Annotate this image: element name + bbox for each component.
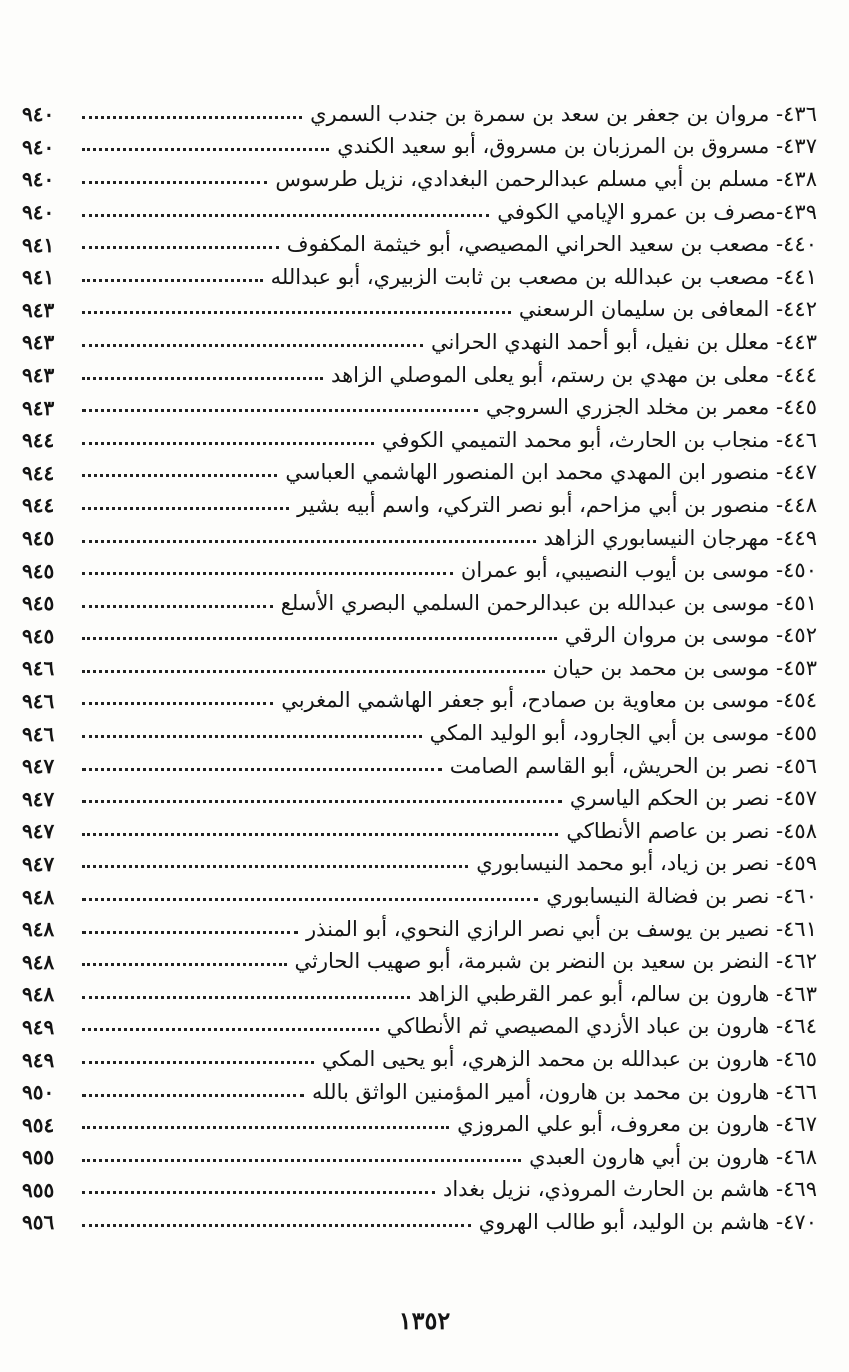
entry-page-number: ٩٥٥ xyxy=(22,1145,55,1170)
toc-entry xyxy=(22,489,817,522)
entry-page-number: ٩٤٣ xyxy=(22,363,55,388)
toc-entry xyxy=(22,131,817,164)
dot-leader xyxy=(82,540,536,543)
entry-title: ٤٦٤- هارون بن عباد الأزدي المصيصي ثم الأنطاكي xyxy=(386,1014,817,1039)
toc-entry xyxy=(22,1011,817,1044)
entry-title: ٤٦٦- هارون بن محمد بن هارون، أمير المؤمنين الواثق بالله xyxy=(311,1079,817,1104)
entry-title: ٤٥١- موسى بن عبدالله بن عبدالرحمن السلمي البصري الأسلع xyxy=(280,590,817,615)
entry-title: ٤٦٠- نصر بن فضالة النيسابوري xyxy=(546,884,817,909)
entry-title: ٤٤٧- منصور ابن المهدي محمد ابن المنصور الهاشمي العباسي xyxy=(285,460,817,485)
toc-entry xyxy=(22,587,817,620)
toc-entry xyxy=(22,685,817,718)
entry-page-number: ٩٤٧ xyxy=(22,754,55,779)
toc-entry xyxy=(22,848,817,881)
toc-entry xyxy=(22,1076,817,1109)
entry-title: ٤٤٩- مهرجان النيسابوري الزاهد xyxy=(543,525,817,550)
dot-leader xyxy=(82,963,287,966)
entry-page-number: ٩٤١ xyxy=(22,232,55,257)
dot-leader xyxy=(82,735,422,738)
entry-page-number: ٩٤٩ xyxy=(22,1014,55,1039)
entry-title: ٤٦٣- هارون بن سالم، أبو عمر القرطبي الزاهد xyxy=(417,981,817,1006)
dot-leader xyxy=(82,377,323,380)
dot-leader xyxy=(82,833,558,836)
entry-title: ٤٦٨- هارون بن أبي هارون العبدي xyxy=(529,1144,817,1169)
toc-entry xyxy=(22,163,817,196)
dot-leader xyxy=(82,931,298,934)
entry-page-number: ٩٤٨ xyxy=(22,982,55,1007)
entry-page-number: ٩٤٥ xyxy=(22,591,55,616)
entry-title: ٤٤٢- المعافى بن سليمان الرسعني xyxy=(518,297,817,322)
entry-page-number: ٩٤٤ xyxy=(22,493,55,518)
dot-leader xyxy=(82,442,374,445)
dot-leader xyxy=(82,865,468,868)
toc-entry xyxy=(22,880,817,913)
entry-title: ٤٣٨- مسلم بن أبي مسلم عبدالرحمن البغدادي، نزيل طرسوس xyxy=(275,166,817,191)
entry-page-number: ٩٤٩ xyxy=(22,1047,55,1072)
dot-leader xyxy=(82,507,289,510)
entry-page-number: ٩٥٦ xyxy=(22,1210,55,1235)
toc-entry xyxy=(22,620,817,653)
toc-entry xyxy=(22,457,817,490)
entry-title: ٤٤٨- منصور بن أبي مزاحم، أبو نصر التركي، واسم أبيه بشير xyxy=(297,492,817,517)
dot-leader xyxy=(82,670,545,673)
entry-page-number: ٩٤٠ xyxy=(22,134,55,159)
toc-entry xyxy=(22,1043,817,1076)
entry-page-number: ٩٤٧ xyxy=(22,851,55,876)
entry-title: ٤٤٠- مصعب بن سعيد الحراني المصيصي، أبو خيثمة المكفوف xyxy=(286,232,817,257)
toc-entry xyxy=(22,326,817,359)
toc-entry xyxy=(22,750,817,783)
dot-leader xyxy=(82,1094,304,1097)
toc-entry xyxy=(22,261,817,294)
entry-page-number: ٩٤١ xyxy=(22,265,55,290)
toc-entry xyxy=(22,945,817,978)
toc-entry xyxy=(22,1108,817,1141)
dot-leader xyxy=(82,1159,521,1162)
entry-page-number: ٩٤٠ xyxy=(22,200,55,225)
entry-page-number: ٩٤٣ xyxy=(22,297,55,322)
entry-page-number: ٩٤٦ xyxy=(22,656,55,681)
dot-leader xyxy=(82,1126,449,1129)
dot-leader xyxy=(82,768,442,771)
entry-title: ٤٤٦- منجاب بن الحارث، أبو محمد التميمي الكوفي xyxy=(381,427,817,452)
entry-title: ٤٥٦- نصر بن الحريش، أبو القاسم الصامت xyxy=(449,753,817,778)
toc-entry xyxy=(22,522,817,555)
toc-entry xyxy=(22,98,817,131)
toc-entry xyxy=(22,391,817,424)
entry-page-number: ٩٤٣ xyxy=(22,330,55,355)
entry-page-number: ٩٤٥ xyxy=(22,526,55,551)
toc-entry xyxy=(22,913,817,946)
entry-page-number: ٩٤٦ xyxy=(22,688,55,713)
entry-title: ٤٦٩- هاشم بن الحارث المروذي، نزيل بغداد xyxy=(443,1177,817,1202)
dot-leader xyxy=(82,344,423,347)
entry-title: ٤٤٤- معلى بن مهدي بن رستم، أبو يعلى الموصلي الزاهد xyxy=(331,362,817,387)
entry-title: ٤٥٨- نصر بن عاصم الأنطاكي xyxy=(566,818,817,843)
toc-entry xyxy=(22,554,817,587)
entry-page-number: ٩٤٤ xyxy=(22,460,55,485)
dot-leader xyxy=(82,702,273,705)
toc-entry xyxy=(22,228,817,261)
dot-leader xyxy=(82,637,557,640)
entry-title: ٤٦١- نصير بن يوسف بن أبي نصر الرازي النحوي، أبو المنذر xyxy=(305,916,817,941)
dot-leader xyxy=(82,474,277,477)
entry-page-number: ٩٤٥ xyxy=(22,623,55,648)
entry-title: ٤٥٩- نصر بن زياد، أبو محمد النيسابوري xyxy=(476,851,817,876)
entry-title: ٤٣٦- مروان بن جعفر بن سعد بن سمرة بن جندب السمري xyxy=(310,101,817,126)
toc-entry xyxy=(22,978,817,1011)
entry-title: ٤٦٥- هارون بن عبدالله بن محمد الزهري، أبو يحيى المكي xyxy=(321,1047,817,1072)
toc-entry xyxy=(22,1174,817,1207)
entry-page-number: ٩٤٨ xyxy=(22,884,55,909)
entry-page-number: ٩٤٥ xyxy=(22,558,55,583)
toc-entry xyxy=(22,294,817,327)
entry-title: ٤٣٧- مسروق بن المرزبان بن مسروق، أبو سعيد الكندي xyxy=(337,134,817,159)
entry-title: ٤٤٥- معمر بن مخلد الجزري السروجي xyxy=(485,395,817,420)
toc-entry xyxy=(22,196,817,229)
entry-title: ٤٣٩-مصرف بن عمرو الإيامي الكوفي xyxy=(497,199,817,224)
toc-entry xyxy=(22,424,817,457)
entry-page-number: ٩٤٦ xyxy=(22,721,55,746)
entry-page-number: ٩٤٧ xyxy=(22,786,55,811)
dot-leader xyxy=(82,409,478,412)
dot-leader xyxy=(82,246,279,249)
entry-page-number: ٩٤٤ xyxy=(22,428,55,453)
dot-leader xyxy=(82,898,538,901)
entry-title: ٤٥٥- موسى بن أبي الجارود، أبو الوليد المكي xyxy=(429,721,817,746)
dot-leader xyxy=(82,181,267,184)
page-number: ١٣٥٢ xyxy=(398,1306,451,1335)
dot-leader xyxy=(82,148,329,151)
entry-title: ٤٦٢- النضر بن سعيد بن النضر بن شبرمة، أبو صهيب الحارثي xyxy=(294,949,817,974)
entry-title: ٤٥٣- موسى بن محمد بن حيان xyxy=(552,655,817,680)
dot-leader xyxy=(82,605,273,608)
dot-leader xyxy=(82,279,263,282)
entry-page-number: ٩٤٨ xyxy=(22,917,55,942)
entry-title: ٤٥٤- موسى بن معاوية بن صمادح، أبو جعفر الهاشمي المغربي xyxy=(281,688,817,713)
toc-entry xyxy=(22,1141,817,1174)
entry-page-number: ٩٤٠ xyxy=(22,102,55,127)
entry-page-number: ٩٥٥ xyxy=(22,1177,55,1202)
toc-entry xyxy=(22,782,817,815)
entry-page-number: ٩٤٨ xyxy=(22,949,55,974)
toc-entry xyxy=(22,652,817,685)
dot-leader xyxy=(82,572,453,575)
dot-leader xyxy=(82,996,410,999)
dot-leader xyxy=(82,214,489,217)
entry-page-number: ٩٥٠ xyxy=(22,1080,55,1105)
dot-leader xyxy=(82,800,562,803)
toc-entry xyxy=(22,1206,817,1239)
entry-title: ٤٤١- مصعب بن عبدالله بن مصعب بن ثابت الزبيري، أبو عبدالله xyxy=(270,264,817,289)
dot-leader xyxy=(82,116,302,119)
entry-page-number: ٩٤٠ xyxy=(22,167,55,192)
entry-title: ٤٤٣- معلل بن نفيل، أبو أحمد النهدي الحراني xyxy=(431,329,817,354)
toc-entry xyxy=(22,359,817,392)
entry-page-number: ٩٥٤ xyxy=(22,1112,55,1137)
entry-title: ٤٥٠- موسى بن أيوب النصيبي، أبو عمران xyxy=(460,558,817,583)
dot-leader xyxy=(82,1191,435,1194)
toc-entry xyxy=(22,815,817,848)
entry-title: ٤٥٢- موسى بن مروان الرقي xyxy=(564,623,817,648)
toc-entry xyxy=(22,717,817,750)
dot-leader xyxy=(82,311,511,314)
dot-leader xyxy=(82,1028,379,1031)
dot-leader xyxy=(82,1061,314,1064)
table-of-contents xyxy=(22,98,817,1239)
dot-leader xyxy=(82,1224,471,1227)
entry-title: ٤٥٧- نصر بن الحكم الياسري xyxy=(569,786,817,811)
entry-title: ٤٦٧- هارون بن معروف، أبو علي المروزي xyxy=(457,1112,817,1137)
entry-title: ٤٧٠- هاشم بن الوليد، أبو طالب الهروي xyxy=(478,1209,817,1234)
entry-page-number: ٩٤٣ xyxy=(22,395,55,420)
entry-page-number: ٩٤٧ xyxy=(22,819,55,844)
